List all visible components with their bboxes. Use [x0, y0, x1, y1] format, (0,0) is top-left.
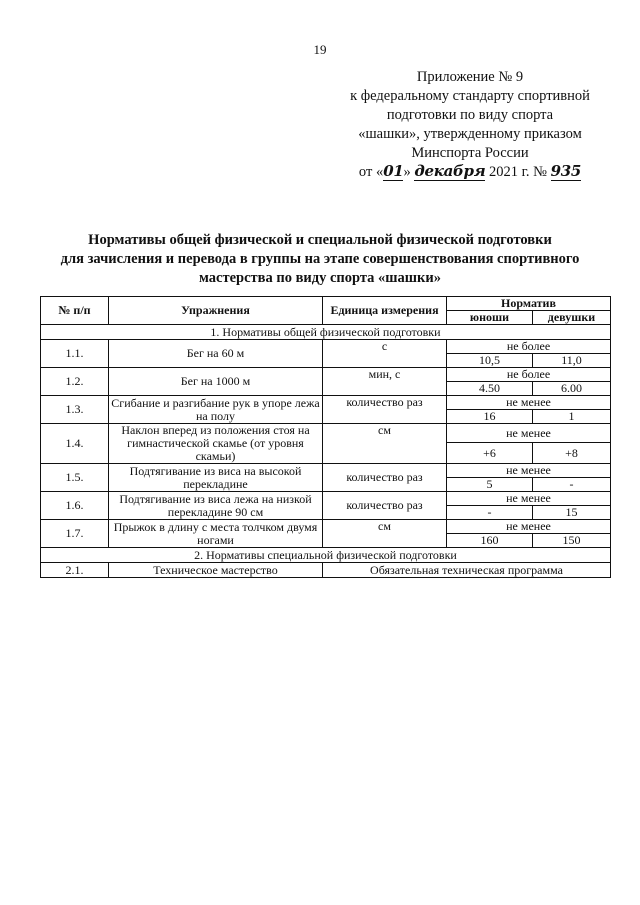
row-exercise: Техническое мастерство: [109, 563, 323, 578]
row-girls-value: 6.00: [533, 382, 611, 396]
appendix-block: [332, 68, 608, 182]
row-exercise: Наклон вперед из положения стоя на гимнастической скамье (от уровня скамьи): [109, 424, 323, 464]
appendix-line-5: Минспорта России: [411, 145, 529, 161]
row-boys-value: 160: [447, 534, 533, 548]
table-row: [41, 368, 611, 382]
row-boys-value: +6: [447, 443, 533, 464]
row-condition: не менее: [447, 424, 611, 443]
row-exercise: Подтягивание из виса лежа на низкой перекладине 90 см: [109, 492, 323, 520]
header-norm: Норматив: [447, 297, 611, 311]
document-title: [40, 231, 600, 288]
row-unit: см: [323, 520, 447, 548]
row-exercise: Прыжок в длину с места толчком двумя ногами: [109, 520, 323, 548]
section-1-label: 1. Нормативы общей физической подготовки: [41, 325, 611, 340]
section-2-label: 2. Нормативы специальной физической подготовки: [41, 548, 611, 563]
appendix-line-2: к федеральному стандарту спортивной: [350, 88, 590, 104]
row-girls-value: 15: [533, 506, 611, 520]
table-row: [41, 520, 611, 534]
norms-table: [40, 296, 611, 578]
order-date-line: [332, 163, 608, 182]
order-quote-close: »: [403, 164, 411, 180]
table-row: [41, 396, 611, 410]
row-unit: количество раз: [323, 464, 447, 492]
row-unit: количество раз: [323, 492, 447, 520]
row-condition: не более: [447, 340, 611, 354]
row-condition: не менее: [447, 396, 611, 410]
row-num: 1.3.: [41, 396, 109, 424]
row-boys-value: 10,5: [447, 354, 533, 368]
title-line-3: мастерства по виду спорта «шашки»: [198, 270, 441, 286]
row-girls-value: 1: [533, 410, 611, 424]
row-exercise: Подтягивание из виса на высокой перекладине: [109, 464, 323, 492]
row-num: 1.1.: [41, 340, 109, 368]
appendix-line-4: «шашки», утвержденному приказом: [358, 126, 582, 142]
order-month-handwritten: декабря: [414, 162, 486, 180]
table-row: [41, 340, 611, 354]
row-boys-value: 5: [447, 478, 533, 492]
row-unit: см: [323, 424, 447, 464]
table-row: [41, 464, 611, 478]
row-boys-value: 4.50: [447, 382, 533, 396]
row-exercise: Бег на 1000 м: [109, 368, 323, 396]
order-from: от «: [358, 164, 384, 180]
appendix-line-3: подготовки по виду спорта: [386, 107, 554, 123]
title-line-2: для зачисления и перевода в группы на этапе совершенствования спортивного: [60, 251, 580, 267]
row-program: Обязательная техническая программа: [323, 563, 611, 578]
row-unit: количество раз: [323, 396, 447, 424]
table-header-row: [41, 297, 611, 311]
row-girls-value: 150: [533, 534, 611, 548]
row-exercise: Бег на 60 м: [109, 340, 323, 368]
table-row: [41, 492, 611, 506]
row-num: 1.2.: [41, 368, 109, 396]
table-row: [41, 424, 611, 443]
header-exercises: Упражнения: [109, 297, 323, 325]
row-num: 1.5.: [41, 464, 109, 492]
row-girls-value: 11,0: [533, 354, 611, 368]
row-num: 1.6.: [41, 492, 109, 520]
header-num: № п/п: [41, 297, 109, 325]
appendix-title: Приложение № 9: [416, 69, 524, 85]
section-row-1: [41, 325, 611, 340]
header-unit: Единица измерения: [323, 297, 447, 325]
header-girls: девушки: [533, 311, 611, 325]
row-num: 1.7.: [41, 520, 109, 548]
row-condition: не менее: [447, 464, 611, 478]
row-condition: не более: [447, 368, 611, 382]
row-condition: не менее: [447, 520, 611, 534]
page-number: 19: [313, 42, 327, 57]
header-boys: юноши: [447, 311, 533, 325]
order-day-handwritten: 01: [383, 162, 404, 180]
row-unit: мин, с: [323, 368, 447, 396]
order-year: 2021 г. №: [489, 164, 548, 180]
row-exercise: Сгибание и разгибание рук в упоре лежа на полу: [109, 396, 323, 424]
row-num: 2.1.: [41, 563, 109, 578]
order-number-handwritten: 935: [550, 162, 582, 180]
section-row-2: [41, 548, 611, 563]
table-row: [41, 563, 611, 578]
row-unit: с: [323, 340, 447, 368]
row-num: 1.4.: [41, 424, 109, 464]
row-girls-value: -: [533, 478, 611, 492]
row-condition: не менее: [447, 492, 611, 506]
row-girls-value: +8: [533, 443, 611, 464]
title-line-1: Нормативы общей физической и специальной физической подготовки: [88, 232, 552, 248]
row-boys-value: -: [447, 506, 533, 520]
row-boys-value: 16: [447, 410, 533, 424]
